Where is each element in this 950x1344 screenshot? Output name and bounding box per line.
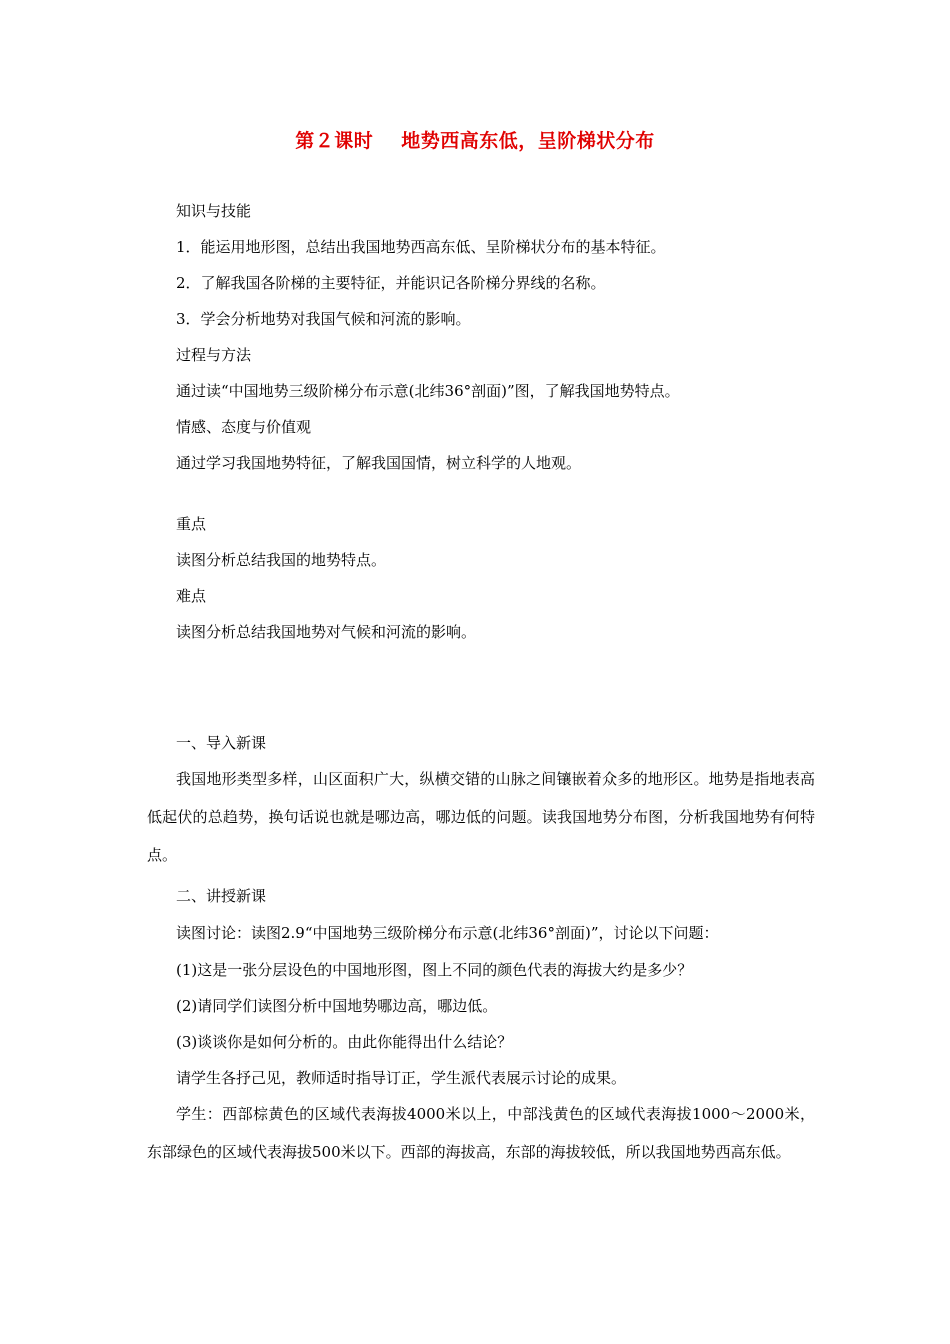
- difficulty-text: 读图分析总结我国地势对气候和河流的影响。: [176, 623, 477, 641]
- section-intro-heading: 一、导入新课: [176, 734, 267, 752]
- objective-heading-knowledge: 知识与技能: [176, 202, 252, 220]
- process-text: 通过读“中国地势三级阶梯分布示意(北纬36°剖面)”图，了解我国地势特点。: [176, 382, 680, 400]
- discussion-prompt: 读图讨论：读图2.9“中国地势三级阶梯分布示意(北纬36°剖面)”，讨论以下问题：: [176, 924, 719, 942]
- objective-item-2: 2．了解我国各阶梯的主要特征，并能识记各阶梯分界线的名称。: [176, 274, 606, 292]
- question-3: (3)谈谈你是如何分析的。由此你能得出什么结论？: [176, 1033, 513, 1051]
- title-lesson-number: 第２课时: [295, 130, 374, 152]
- title-topic: 地势西高东低，呈阶梯状分布: [401, 130, 655, 152]
- values-text: 通过学习我国地势特征，了解我国国情，树立科学的人地观。: [176, 454, 582, 472]
- page-title: [0, 126, 950, 153]
- student-answer: 学生：西部棕黄色的区域代表海拔4000米以上，中部浅黄色的区域代表海拔1000～2000米，东部绿色的区域代表海拔500米以下。西部的海拔高，东部的海拔较低，所以我国地势西高东低。: [147, 1105, 815, 1161]
- instruction-text: 请学生各抒己见，教师适时指导订正，学生派代表展示讨论的成果。: [176, 1069, 627, 1087]
- key-text: 读图分析总结我国的地势特点。: [176, 551, 387, 569]
- objective-item-1: 1．能运用地形图，总结出我国地势西高东低、呈阶梯状分布的基本特征。: [176, 238, 666, 256]
- question-1: (1)这是一张分层设色的中国地形图，图上不同的颜色代表的海拔大约是多少？: [176, 961, 693, 979]
- key-heading: 重点: [176, 515, 207, 533]
- objective-item-3: 3．学会分析地势对我国气候和河流的影响。: [176, 310, 471, 328]
- objective-heading-process: 过程与方法: [176, 346, 252, 364]
- section-teaching-heading: 二、讲授新课: [176, 887, 267, 905]
- question-2: (2)请同学们读图分析中国地势哪边高，哪边低。: [176, 997, 498, 1015]
- objective-heading-values: 情感、态度与价值观: [176, 418, 312, 436]
- difficulty-heading: 难点: [176, 587, 207, 605]
- intro-paragraph: 我国地形类型多样，山区面积广大，纵横交错的山脉之间镶嵌着众多的地形区。地势是指地表高低起伏的总趋势，换句话说也就是哪边高，哪边低的问题。读我国地势分布图，分析我国地势有何特点。: [147, 770, 815, 864]
